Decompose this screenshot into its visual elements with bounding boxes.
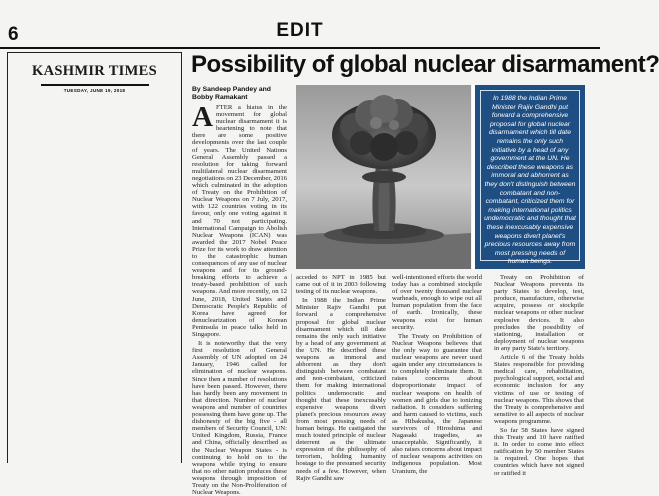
column-2-paragraph-1: acceded to NPT in 1985 but came out of it in 2003 following testing of its nuclear weapons. [296,274,386,296]
column-3-paragraph-2: The Treaty on Prohibition of Nuclear Weapons believes that the only way to guarantee that nuclear weapons are never used again under any circumstances is to completely eliminate them. It raises concerns about disproportionate impact of nuclear weapons on health of women and girls due to ionizing radiation. It considers suffering and harm caused to victims, such as Hibakusha, the Japanese survivors of Hiroshima and Nagasaki tragedies, as unacceptable. Significantly, it also raises concerns about impact of nuclear weapons activities on indigenous population. Most Uranium, the [392,332,482,475]
column-1-paragraph-2: It is noteworthy that the very first resolution of General Assembly of UN adopted on 24 January, 1946 called for elimination of nuclear weapons. Since then a number of resolutions have been passed. However, there has hardly been any movement in that direction. Number of nuclear weapons and number of countries possessing them have gone up. The dishonesty of the big five - all members of Security Council, UN: United Kingdom, Russia, France and China, officially described as the Nuclear Weapon States - is continuing to hold on to the weapons while trying to ensure that no other nation produces these weapons through imposition of Treaty on the Non-Proliferation of Nuclear Weapons. [192,340,287,496]
masthead-rule [41,84,149,86]
page-number: 6 [8,24,19,45]
article-column-2 [296,274,386,482]
article-column-4 [494,274,584,477]
header-rule [0,47,600,49]
masthead-title: KASHMIR TIMES [32,63,157,79]
column-1-paragraph-1: FTER a hiatus in the movement for global nuclear disarmament it is heartening to note that there are some positive developments over the last couple of years. The United Nations General Assembly passed a resolution for taking forward multilateral nuclear disarmament negotiations on 23 December, 2016 which culminated in the adoption of Treaty on the Prohibition of Nuclear Weapons on 7 July, 2017, with 122 countries voting in its favour, only one voting against it and 70 not participating. International Campaign to Abolish Nuclear Weapons (ICAN) was awarded the 2017 Nobel Peace Prize for its work to draw attention to the catastrophic human consequences of any use of nuclear weapons and for its ground-breaking efforts to achieve a treaty-based prohibition of such weapons. And more recently, on 12 June, 2018, United States and Democratic People's Republic of Korea have agreed for denuclearization of Korean Peninsula in peace talks held in Singapore. [192,104,288,338]
article-column-1 [192,101,288,496]
article-column-3 [392,274,482,475]
masthead-date: TUESDAY, JUNE 19, 2018 [63,88,126,93]
masthead-box [7,52,182,463]
column-3-paragraph-1: well-intentioned efforts the world today has a combined stockpile of over twenty thousand nuclear warheads, enough to wipe out all human population from the face of earth. Ironically, these weapons exist for human security. [392,274,482,331]
column-4-paragraph-1: Treaty on Prohibition of Nuclear Weapons prevents its party States to develop, test, produce, manufacture, otherwise acquire, possess or stockpile nuclear weapons or other nuclear explosive devices. It also precludes the possibility of stationing, installation or deployment of nuclear weapons in any party State's territory. [494,274,584,352]
mushroom-cloud-photo [296,85,471,269]
column-divider [291,274,292,450]
section-title: EDIT [276,20,324,41]
article-headline: Possibility of global nuclear disarmament? [191,51,659,78]
pull-quote-text: In 1988 the Indian Prime Minister Rajiv Gandhi put forward a comprehensive proposal for global nuclear disarmament which till date remains the only such initiative by a head of any government at the UN. He described these weapons as immoral and abhorrent as they don't distinguish between combatant and non-combatant, criticized them for making international politics undemocratic and thought that these inexcusably expensive weapons divert planet's precious resources away from most pressing needs of human beings. [484,95,576,266]
column-4-paragraph-3: So far 58 States have signed this Treaty and 10 have ratified it. In order to come into effect ratification by 50 member States is required. One hopes that countries which have not signed or ratified it [494,426,584,477]
column-2-paragraph-2: In 1988 the Indian Prime Minister Rajiv Gandhi put forward a comprehensive proposal for global nuclear disarmament which till date remains the only such initiative by a head of any government at the UN. He described these weapons as immoral and abhorrent as they don't distinguish between combatant and non-combatant, criticized them for making international politics undemocratic and thought that these inexcusably expensive weapons divert planet's precious resources away from most pressing needs of human beings. He castigated the much touted principle of nuclear deterrent as the ultimate expression of the philosophy of terrorism, holding humanity hostage to the presumed security needs of a few. However, when Rajiv Gandhi saw [296,297,386,482]
mushroom-cloud-icon [296,85,471,269]
drop-cap: A [192,101,213,133]
pull-quote-box [472,85,585,269]
column-4-paragraph-2: Article 6 of the Treaty holds States responsible for providing medical care, rehabilitation, psychological support, social and economic inclusion for any victims of use or testing of nuclear weapons. This shows that the Treaty is comprehensive and sensitive to all aspects of nuclear weapons programme. [494,354,584,425]
article-byline: By Sandeep Pandey and Bobby Ramakant [192,86,271,101]
